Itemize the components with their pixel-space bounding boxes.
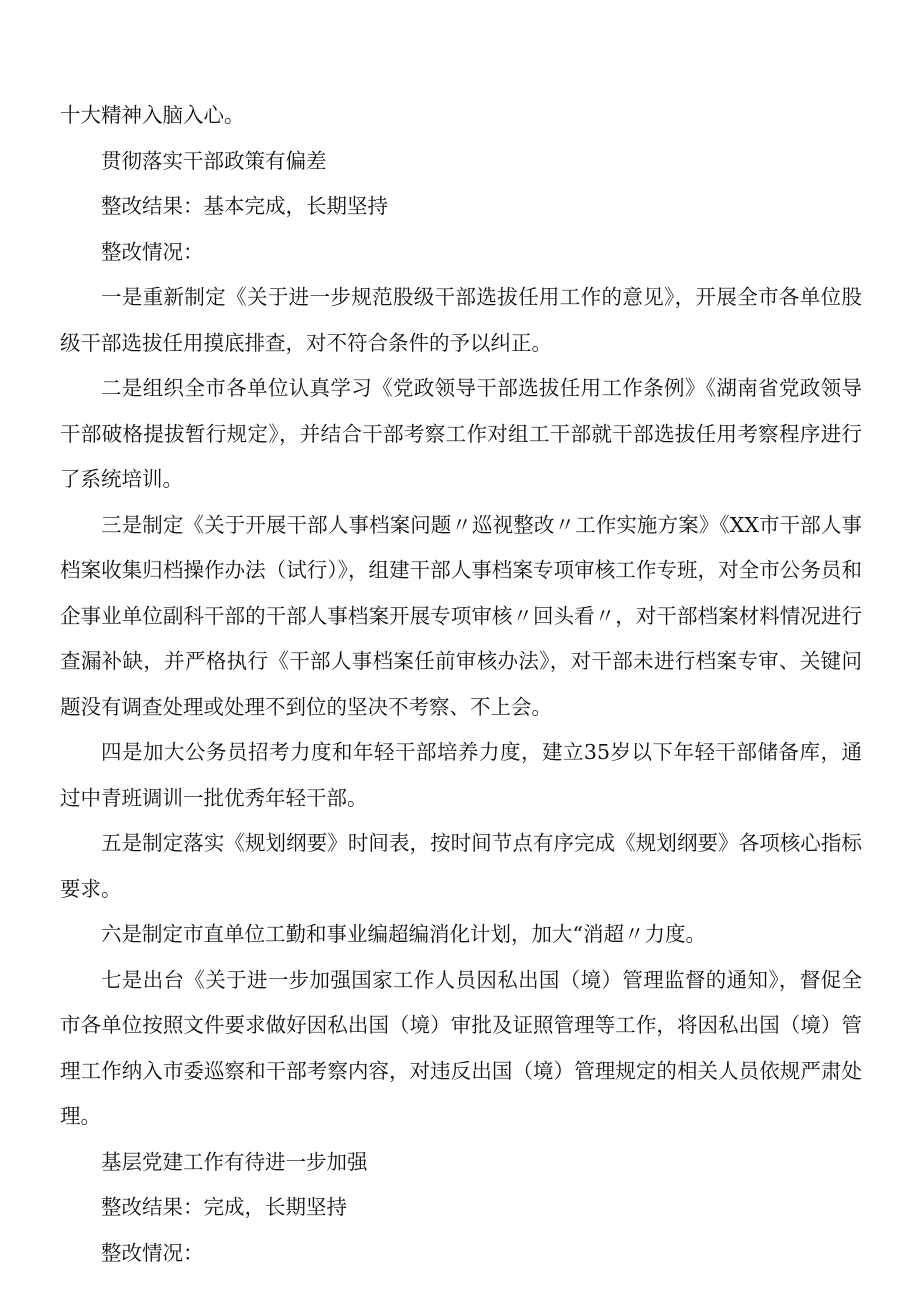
paragraph-item-7: 七是出台《关于进一步加强国家工作人员因私出国（境）管理监督的通知》，督促全市各单位按照文件要求做好因私出国（境）审批及证照管理等工作，将因私出国（境）管理工作纳入市委巡察和干部考察内容，对违反出国（境）管理规定的相关人员依规严肃处理。 <box>60 967 862 1128</box>
paragraph-item-1: 一是重新制定《关于进一步规范股级干部选拔任用工作的意见》，开展全市各单位股级干部选拔任用摸底排查，对不符合条件的予以纠正。 <box>60 285 862 355</box>
issue-heading-grassroots: 基层党建工作有待进一步加强 <box>101 1149 368 1174</box>
rectification-status-label: 整改情况： <box>101 239 204 264</box>
paragraph-item-4: 四是加大公务员招考力度和年轻干部培养力度，建立35岁以下年轻干部储备库，通过中青班调训一批优秀年轻干部。 <box>60 740 862 810</box>
paragraph-continuation: 十大精神入脑入心。 <box>60 103 245 127</box>
rectification-status-label-2: 整改情况： <box>101 1240 204 1265</box>
rectification-result-2: 整改结果：完成，长期坚持 <box>101 1195 347 1219</box>
issue-heading-cadre-policy: 贯彻落实干部政策有偏差 <box>101 148 327 173</box>
rectification-result: 整改结果：基本完成，长期坚持 <box>101 194 388 218</box>
paragraph-item-3: 三是制定《关于开展干部人事档案问题〃巡视整改〃工作实施方案》《XX市干部人事档案收集归档操作办法（试行）》，组建干部人事档案专项审核工作专班，对全市公务员和企事业单位副科干部的干部人事档案开展专项审核〃回头看〃，对干部档案材料情况进行查漏补缺，并严格执行《干部人事档案任前审核办法》，对干部未进行档案专审、关键问题没有调查处理或处理不到位的坚决不考察、不上会。 <box>60 512 862 719</box>
paragraph-item-5: 五是制定落实《规划纲要》时间表，按时间节点有序完成《规划纲要》各项核心指标要求。 <box>60 831 862 901</box>
paragraph-item-2: 二是组织全市各单位认真学习《党政领导干部选拔任用工作条例》《湖南省党政领导干部破格提拔暂行规定》，并结合干部考察工作对组工干部就干部选拔任用考察程序进行了系统培训。 <box>60 376 862 491</box>
paragraph-item-6: 六是制定市直单位工勤和事业编超编消化计划，加大“消超〃力度。 <box>101 922 706 946</box>
